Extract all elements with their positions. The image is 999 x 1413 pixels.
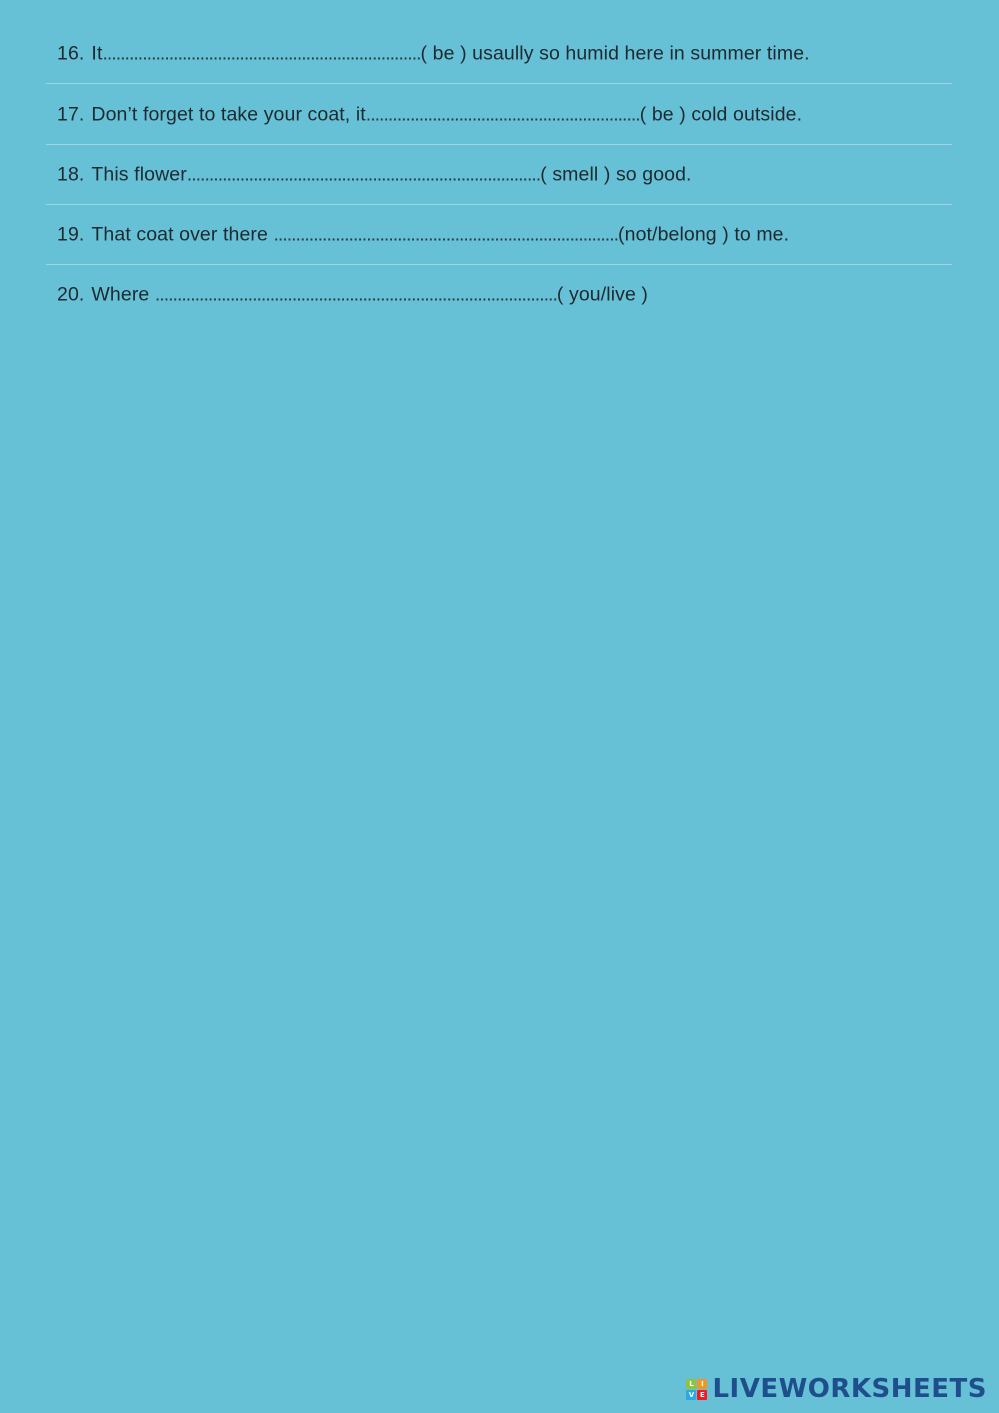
- exercise-text-before: Don’t forget to take your coat, it: [91, 103, 366, 126]
- exercise-number: 18.: [57, 163, 85, 186]
- exercise-sentence: [57, 224, 789, 247]
- exercise-row: [46, 145, 952, 205]
- exercise-sentence: [57, 43, 810, 66]
- exercise-number: 17.: [57, 103, 85, 126]
- row-divider: [46, 83, 952, 84]
- logo-mark-letter: I: [697, 1379, 707, 1389]
- exercise-text-before: It: [91, 42, 103, 65]
- exercise-number: 19.: [57, 223, 85, 246]
- exercise-text-after: ( be ) cold outside.: [639, 103, 803, 126]
- exercise-sentence: [57, 284, 648, 307]
- liveworksheets-logo: [686, 1373, 987, 1405]
- answer-blank[interactable]: ..............................................................................: [273, 223, 619, 246]
- exercise-text-before: Where: [91, 283, 155, 306]
- logo-mark-letter: E: [697, 1390, 707, 1400]
- answer-blank[interactable]: ................................................................................: [186, 163, 541, 186]
- answer-blank[interactable]: ...........................................................................................: [154, 283, 557, 306]
- exercise-text-after: ( smell ) so good.: [540, 163, 692, 186]
- exercise-text-after: ( be ) usaully so humid here in summer time.: [420, 42, 810, 65]
- exercise-number: 16.: [57, 42, 85, 65]
- logo-mark-letter: V: [686, 1390, 696, 1400]
- exercise-row: [46, 205, 952, 265]
- exercise-row: [46, 265, 952, 325]
- logo-mark-letter: L: [686, 1379, 696, 1389]
- exercise-text-before: That coat over there: [91, 223, 274, 246]
- exercise-text-before: This flower: [91, 163, 187, 186]
- logo-text: LIVEWORKSHEETS: [712, 1374, 987, 1404]
- exercise-number: 20.: [57, 283, 85, 306]
- answer-blank[interactable]: ..............................................................: [365, 103, 640, 126]
- answer-blank[interactable]: ........................................................................: [102, 42, 421, 65]
- liveworksheets-mark-icon: [686, 1379, 707, 1400]
- exercise-row: [46, 24, 952, 84]
- exercise-text-after: ( you/live ): [556, 283, 649, 306]
- exercise-sentence: [57, 164, 692, 187]
- exercise-row: [46, 85, 952, 145]
- exercise-sentence: [57, 104, 802, 127]
- exercise-text-after: (not/belong ) to me.: [618, 223, 790, 246]
